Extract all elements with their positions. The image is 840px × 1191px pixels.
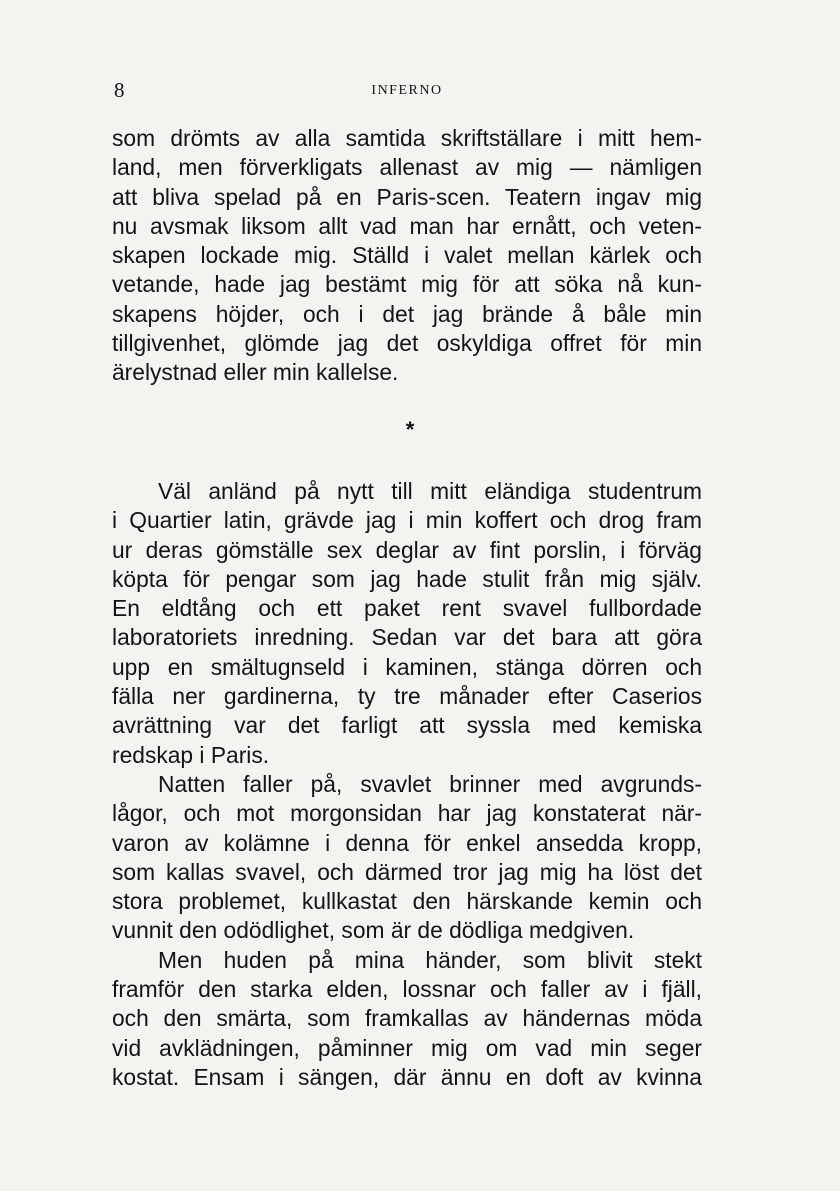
text-line: som kallas svavel, och därmed tror jag mig ha löst det [112,858,702,885]
text-line: köpta för pengar som jag hade stulit från mig själv. [112,565,702,592]
text-line: redskap i Paris. [112,741,270,768]
page-number: 8 [114,78,125,102]
section-separator: * [405,417,415,442]
text-line: skapens höjder, och i det jag brände å båle min [112,300,702,327]
text-line: laboratoriets inredning. Sedan var det bara att göra [112,624,702,651]
text-line: En eldtång och ett paket rent svavel fullbordade [112,595,702,622]
running-title: INFERNO [371,83,443,98]
text-line: ärelystnad eller min kallelse. [112,359,399,386]
page-header [112,78,702,102]
text-line: Natten faller på, svavlet brinner med avgrunds- [158,770,702,797]
text-line: Men huden på mina händer, som blivit stekt [158,946,702,973]
paragraph-continued [112,124,702,388]
text-line: vetande, hade jag bestämt mig för att söka nå kun- [112,271,702,298]
text-line: ur deras gömställe sex deglar av fint porslin, i förväg [112,536,702,563]
text-line: att bliva spelad på en Paris-scen. Teatern ingav mig [112,183,702,210]
text-line: avrättning var det farligt att syssla med kemiska [112,712,702,739]
section-body [112,477,702,1092]
text-line: och den smärta, som framkallas av händernas möda [112,1005,702,1032]
text-line: lågor, och mot morgonsidan har jag konstaterat när- [112,800,702,827]
text-line: nu avsmak liksom allt vad man har ernått, och veten- [112,212,702,239]
text-line: tillgivenhet, glömde jag det oskyldiga offret för min [112,330,702,357]
text-line: fälla ner gardinerna, ty tre månader efter Caserios [112,683,702,710]
text-line: skapen lockade mig. Ställd i valet mellan kärlek och [112,242,702,269]
text-line: vid avklädningen, påminner mig om vad min seger [112,1034,702,1061]
text-line: som drömts av alla samtida skriftställare i mitt hem- [112,125,702,151]
text-line: varon av kolämne i denna för enkel ansedda kropp, [112,829,702,856]
text-line: land, men förverkligats allenast av mig — nämligen [112,154,702,181]
text-line: stora problemet, kullkastat den härskande kemin och [112,888,702,915]
text-line: framför den starka elden, lossnar och faller av i fjäll, [112,976,702,1003]
text-line: upp en smältugnseld i kaminen, stänga dörren och [112,653,702,680]
text-line: vunnit den odödlighet, som är de dödliga medgiven. [112,917,635,944]
text-line: Väl anländ på nytt till mitt eländiga studentrum [158,478,702,504]
text-line: kostat. Ensam i sängen, där ännu en doft av kvinna [112,1063,702,1090]
text-line: i Quartier latin, grävde jag i min koffert och drog fram [112,507,702,534]
